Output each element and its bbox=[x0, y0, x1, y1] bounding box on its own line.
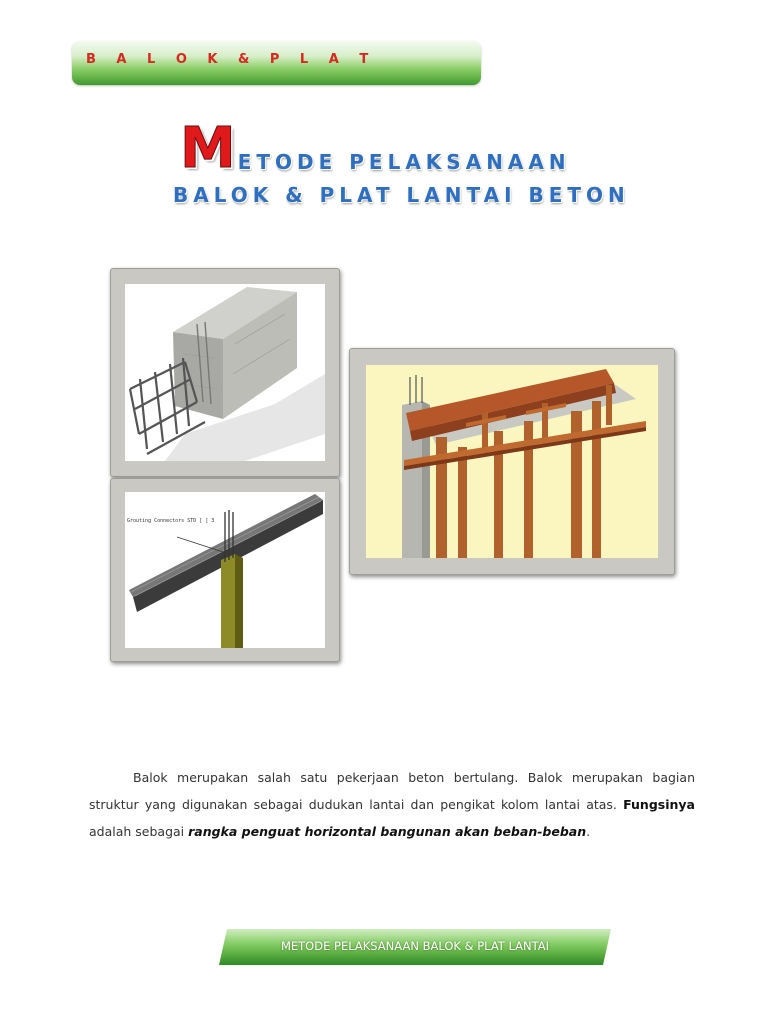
paragraph-bold: Fungsinya bbox=[623, 797, 695, 812]
image-frame-beam-formwork bbox=[349, 348, 675, 575]
image-frame-beam-column-detail bbox=[110, 478, 340, 662]
footer-bar bbox=[219, 929, 611, 965]
title-line-1-text: ETODE PELAKSANAAN bbox=[237, 150, 571, 174]
header-label: B A L O K & P L A T bbox=[86, 52, 377, 67]
grouting-annotation: Grouting Connectors STD [ ] 3 bbox=[127, 518, 215, 524]
title-line-1 bbox=[180, 116, 571, 181]
beam-column-rebar-detail-illustration bbox=[125, 492, 325, 648]
paragraph-text-2: adalah sebagai bbox=[89, 824, 185, 839]
image-frame-beam-rebar bbox=[110, 268, 340, 477]
paragraph-text-1: Balok merupakan salah satu pekerjaan beton bertulang. Balok merupakan bagian struktur yang digunakan sebagai dudukan lantai dan pengikat kolom lantai atas. bbox=[89, 770, 695, 812]
concrete-beam-rebar-illustration bbox=[125, 284, 325, 461]
title-initial: M bbox=[180, 116, 236, 181]
paragraph-bold-italic: rangka penguat horizontal bangunan akan beban-beban bbox=[188, 824, 587, 839]
header-bar bbox=[72, 41, 481, 85]
footer-label: METODE PELAKSANAAN BALOK & PLAT LANTAI bbox=[280, 939, 550, 953]
paragraph-end: . bbox=[586, 824, 591, 839]
body-paragraph bbox=[89, 764, 695, 845]
beam-formwork-scaffold-illustration bbox=[366, 365, 658, 558]
title-line-2: BALOK & PLAT LANTAI BETON bbox=[173, 183, 630, 207]
